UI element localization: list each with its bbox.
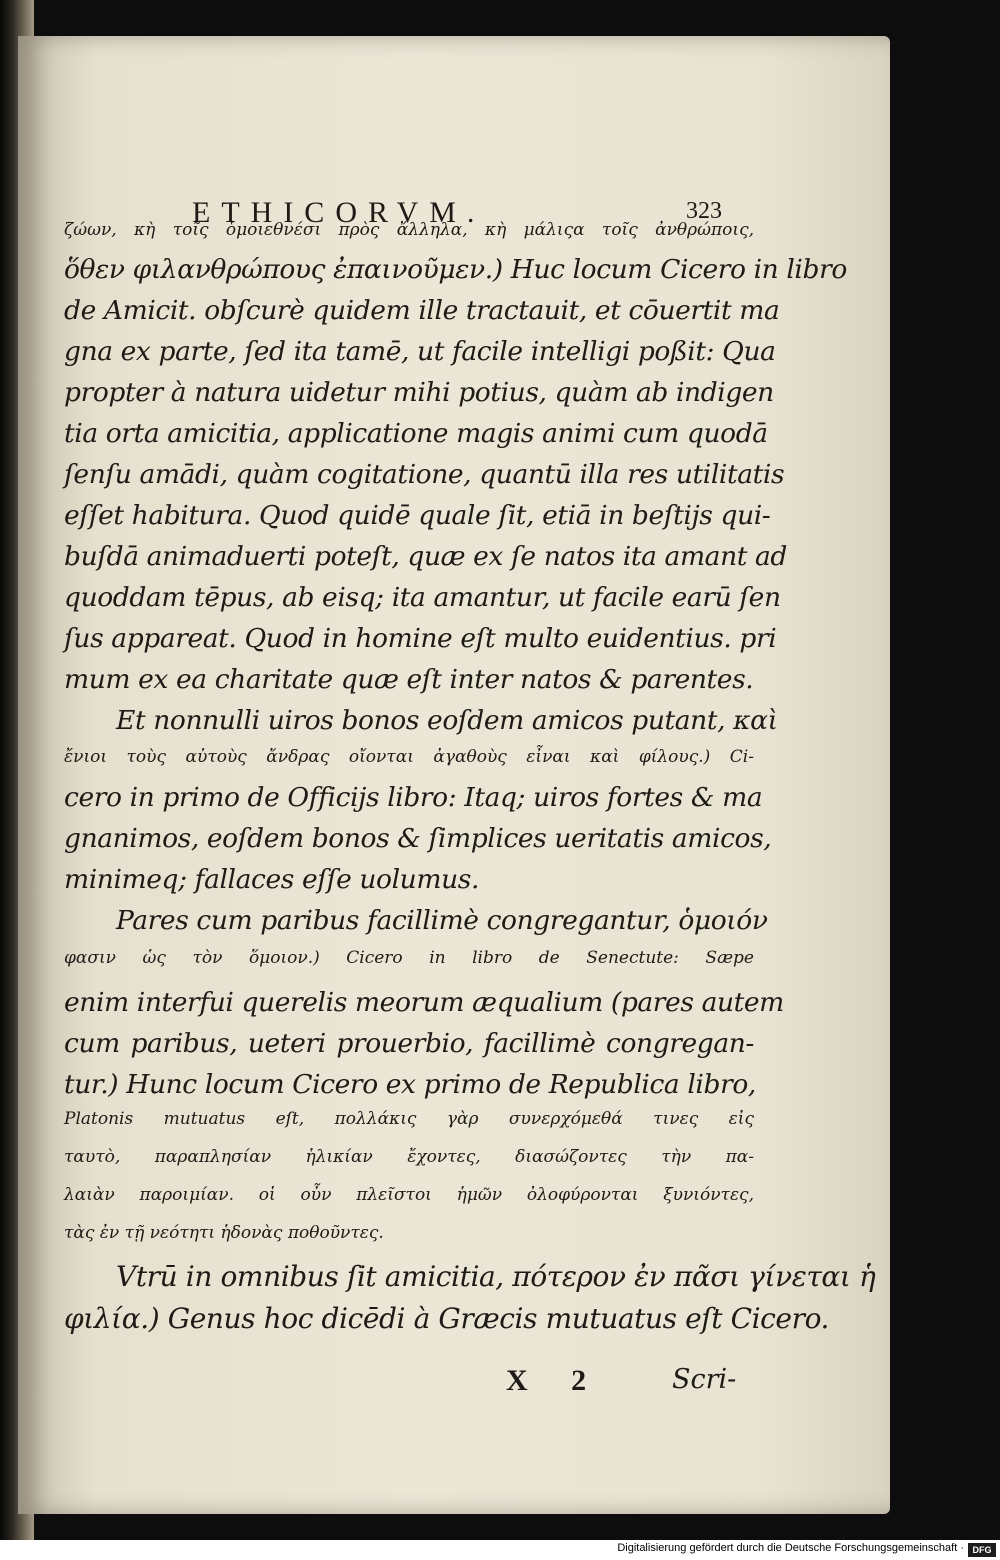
paragraph-start-line: Pares cum paribus facillimè congregantur, ὁμοιόν [116,905,768,936]
text-line: enim interfui querelis meorum æqualium (pares autem [64,987,784,1018]
page-number: 323 [686,198,722,224]
text-line: tia orta amicitia, applicatione magis animi cum quodā [64,418,768,449]
text-line: de Amicit. obſcurè quidem ille tractauit, et cōuertit ma [64,295,780,326]
text-line: eſſet habitura. Quod quidē quale ſit, etiā in beſtijs qui- [64,500,771,531]
text-line: cum paribus, ueteri prouerbio, facillimè congregan- [64,1028,754,1059]
text-line: quoddam tēpus, ab eisq; ita amantur, ut facile earū ſen [64,582,781,613]
catchword: Scri- [672,1364,737,1395]
text-line: gna ex parte, ſed ita tamē, ut facile intelligi poßit: Qua [64,336,776,367]
text-line: mum ex ea charitate quæ eſt inter natos & parentes. [64,664,754,695]
text-line: buſdā animaduerti poteſt, quæ ex ſe natos ita amant ad [64,541,787,572]
text-line: gnanimos, eoſdem bonos & ſimplices ueritatis amicos, [64,823,772,854]
text-line: ὅθεν φιλανθρώπους ἐπαινοῦμεν.) Huc locum Cicero in libro [64,254,847,285]
text-line: ζώων, κὴ τοῖς ὁμοιεθνέσι πρὸς ἄλληλα, κὴ μάλιςα τοῖς ἀνθρώποις, [64,220,754,240]
text-line: propter à natura uidetur mihi potius, quàm ab indigen [64,377,774,408]
signature-mark: X 2 [506,1364,605,1397]
text-line: Platonis mutuatus eſt, πολλάκις γὰρ συνερχόμεθά τινες εἰς [64,1109,754,1129]
text-line: ſus appareat. Quod in homine eſt multo euidentius. pri [64,623,777,654]
footer-bar [0,1540,1000,1560]
text-line: λαιὰν παροιμίαν. οἱ οὖν πλεῖστοι ἡμῶν ὀλοφύρονται ξυνιόντες, [64,1185,754,1205]
text-line: ἔνιοι τοὺς αὐτοὺς ἄνδρας οἴονται ἀγαθοὺς εἶναι καὶ φίλους.) Ci- [64,747,754,767]
paragraph-start-line: Vtrū in omnibus ſit amicitia, πότερον ἐν πᾶσι γίνεται ἡ [116,1260,876,1293]
text-line: φιλία.) Genus hoc dicēdi à Græcis mutuatus eſt Cicero. [64,1302,830,1335]
text-line: ταυτὸ, παραπλησίαν ἡλικίαν ἔχοντες, διασώζοντες τὴν πα- [64,1147,754,1167]
text-line: ſenſu amādi, quàm cogitatione, quantū illa res utilitatis [64,459,785,490]
text-line: cero in primo de Officijs libro: Itaq; uiros fortes & ma [64,782,763,813]
book-page [18,36,890,1514]
digitization-credit: Digitalisierung gefördert durch die Deutsche Forschungsgemeinschaft · [617,1542,964,1554]
dfg-logo: DFG [968,1543,996,1557]
running-title: ETHICORVM. [192,196,486,229]
paragraph-start-line: Et nonnulli uiros bonos eoſdem amicos putant, καὶ [116,705,778,736]
text-line: τὰς ἐν τῇ νεότητι ἡδονὰς ποθοῦντες. [64,1223,384,1243]
text-line: minimeq; fallaces eſſe uolumus. [64,864,479,895]
text-line: tur.) Hunc locum Cicero ex primo de Republica libro, [64,1069,756,1100]
text-line: φασιν ὡς τὸν ὅμοιον.) Cicero in libro de Senectute: Sæpe [64,948,754,968]
